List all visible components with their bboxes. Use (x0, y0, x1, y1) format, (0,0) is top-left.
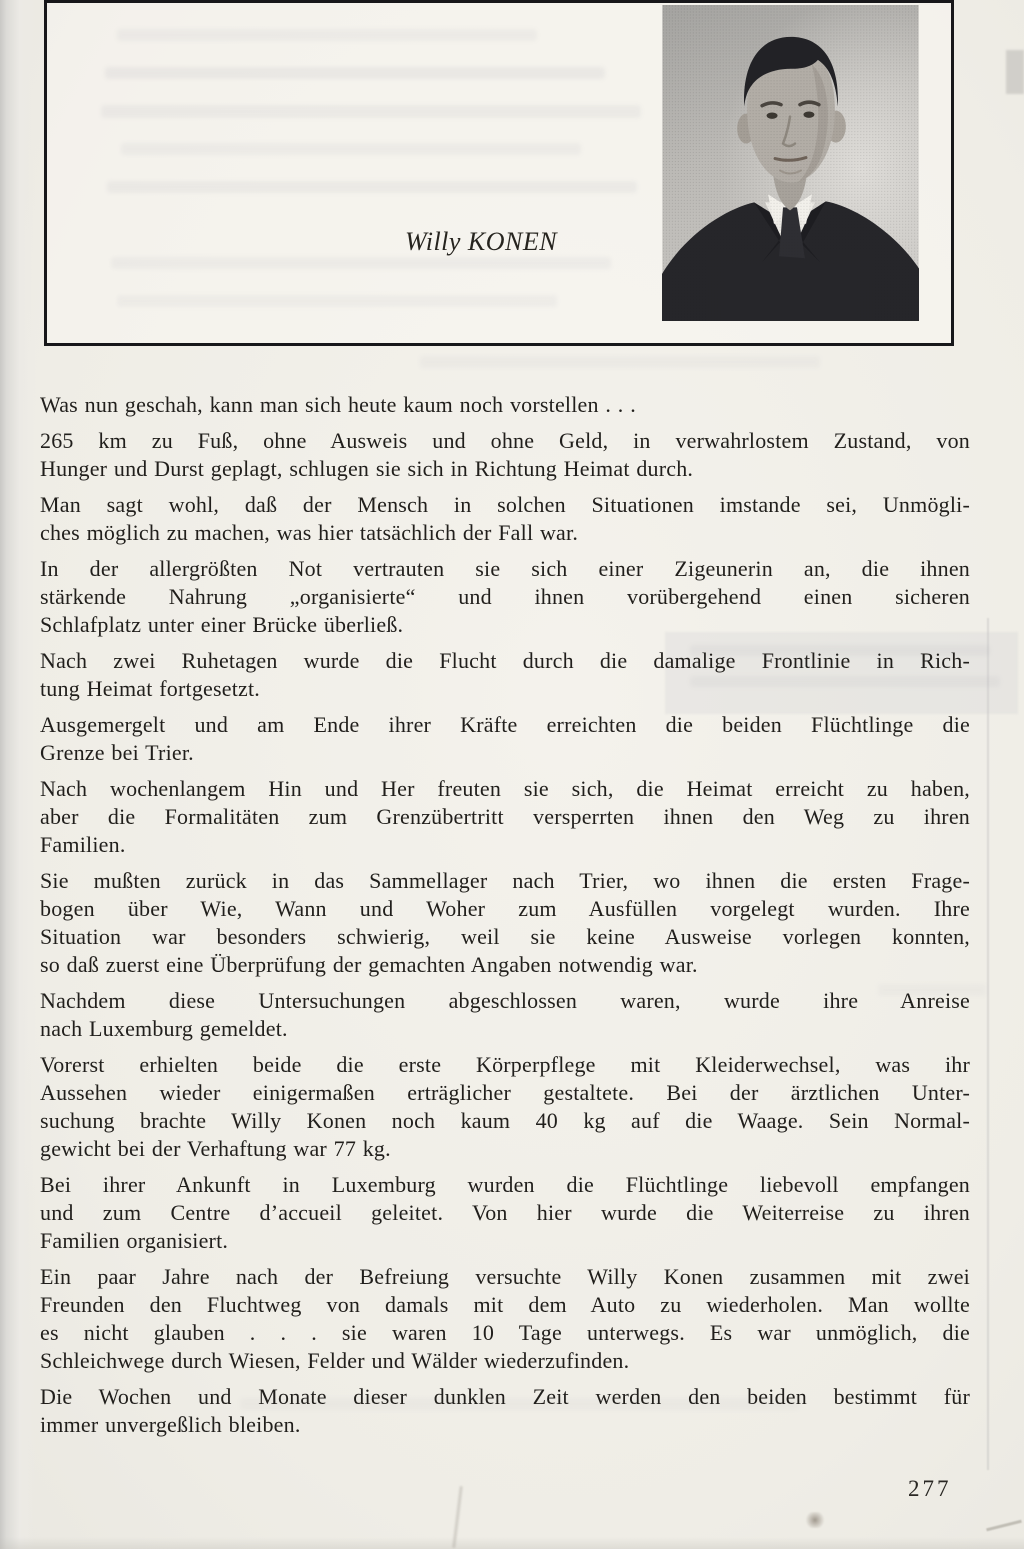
text-line: Ein paar Jahre nach der Befreiung versuchte Willy Konen zusammen mit zwei (40, 1264, 970, 1289)
bleed-through-artifact (420, 356, 820, 368)
text-line: stärkende Nahrung „organisierte“ und ihnen vorübergehend einen sicheren (40, 584, 970, 609)
bleed-through-artifact (101, 105, 641, 118)
text-line: In der allergrößten Not vertrauten sie sich einer Zigeunerin an, die ihnen (40, 556, 970, 581)
bleed-through-artifact (111, 257, 611, 269)
page-number: 277 (908, 1476, 952, 1501)
paragraph (40, 1383, 970, 1439)
text-line: Situation war besonders schwierig, weil sie keine Ausweise vorlegen konnten, (40, 924, 970, 949)
text-line: Was nun geschah, kann man sich heute kaum noch vorstellen . . . (40, 392, 636, 417)
photo-caption: Willy KONEN (405, 227, 558, 256)
text-line: gewicht bei der Verhaftung war 77 kg. (40, 1136, 391, 1161)
portrait-photo (662, 5, 919, 321)
text-line: Schlafplatz unter einer Brücke überließ. (40, 612, 404, 637)
text-line: suchung brachte Willy Konen noch kaum 40 kg auf die Waage. Sein Normal- (40, 1108, 970, 1133)
text-line: ches möglich zu machen, was hier tatsächlich der Fall war. (40, 520, 579, 545)
bleed-through-artifact (117, 29, 537, 41)
text-line: Sie mußten zurück in das Sammellager nach Trier, wo ihnen die ersten Frage- (40, 868, 970, 893)
text-line: Familien organisiert. (40, 1228, 229, 1253)
text-line: Bei ihrer Ankunft in Luxemburg wurden die Flüchtlinge liebevoll empfangen (40, 1172, 970, 1197)
text-line: und zum Centre d’accueil geleitet. Von hier wurde die Weiterreise zu ihren (40, 1200, 970, 1225)
paragraph (40, 1171, 970, 1255)
paragraph (40, 775, 970, 859)
text-line: Nachdem diese Untersuchungen abgeschlossen waren, wurde ihre Anreise (40, 988, 970, 1013)
text-line: so daß zuerst eine Überprüfung der gemachten Angaben notwendig war. (40, 952, 698, 977)
text-line: Die Wochen und Monate dieser dunklen Zeit werden den beiden bestimmt für (40, 1384, 970, 1409)
text-line: aber die Formalitäten zum Grenzübertritt versperrten ihnen den Weg zu ihren (40, 804, 970, 829)
scan-edge-shadow-bottom (0, 1537, 1024, 1549)
bleed-through-artifact (121, 143, 581, 155)
scan-artifact-top-right (1006, 50, 1024, 94)
bleed-through-artifact (105, 67, 605, 79)
scan-edge-shadow-left (0, 0, 36, 1549)
text-line: tung Heimat fortgesetzt. (40, 676, 261, 701)
paragraph (40, 555, 970, 639)
text-line: Schleichwege durch Wiesen, Felder und Wälder wiederzufinden. (40, 1348, 630, 1373)
text-line: Nach wochenlangem Hin und Her freuten sie sich, die Heimat erreicht zu haben, (40, 776, 970, 801)
text-line: Freunden den Fluchtweg von damals mit dem Auto zu wiederholen. Man wollte (40, 1292, 970, 1317)
text-line: Nach zwei Ruhetagen wurde die Flucht durch die damalige Frontlinie in Rich- (40, 648, 970, 673)
paragraph (40, 491, 970, 547)
paragraph (40, 1051, 970, 1163)
text-line: bogen über Wie, Wann und Woher zum Ausfüllen vorgelegt wurden. Ihre (40, 896, 970, 921)
bleed-through-artifact (107, 181, 637, 193)
paragraph (40, 987, 970, 1043)
text-line: 265 km zu Fuß, ohne Ausweis und ohne Geld, in verwahrlostem Zustand, von (40, 428, 970, 453)
scratch-mark (986, 1520, 1022, 1532)
text-line: Vorerst erhielten beide die erste Körperpflege mit Kleiderwechsel, was ihr (40, 1052, 970, 1077)
paragraph (40, 1263, 970, 1375)
paragraph (40, 647, 970, 703)
portrait-photo-image (662, 5, 919, 321)
text-line: Man sagt wohl, daß der Mensch in solchen Situationen imstande sei, Unmögli- (40, 492, 970, 517)
text-line: Familien. (40, 832, 126, 857)
text-line: nach Luxemburg gemeldet. (40, 1016, 288, 1041)
text-line: Hunger und Durst geplagt, schlugen sie sich in Richtung Heimat durch. (40, 456, 694, 481)
paragraph (40, 427, 970, 483)
paragraph (40, 867, 970, 979)
text-line: Ausgemergelt und am Ende ihrer Kräfte erreichten die beiden Flüchtlinge die (40, 712, 970, 737)
text-line: es nicht glauben . . . sie waren 10 Tage unterwegs. Es war unmöglich, die (40, 1320, 970, 1345)
text-line: Grenze bei Trier. (40, 740, 194, 765)
stain-mark (806, 1512, 826, 1528)
bleed-through-artifact (117, 295, 557, 307)
text-line: Aussehen wieder einigermaßen erträglicher gestaltete. Bei der ärztlichen Unter- (40, 1080, 970, 1105)
page-edge-hairline (987, 618, 989, 1470)
paragraph (40, 711, 970, 767)
photo-frame-box (44, 0, 954, 346)
article-text (40, 391, 970, 1447)
paragraph (40, 391, 970, 419)
text-line: immer unvergeßlich bleiben. (40, 1412, 301, 1437)
